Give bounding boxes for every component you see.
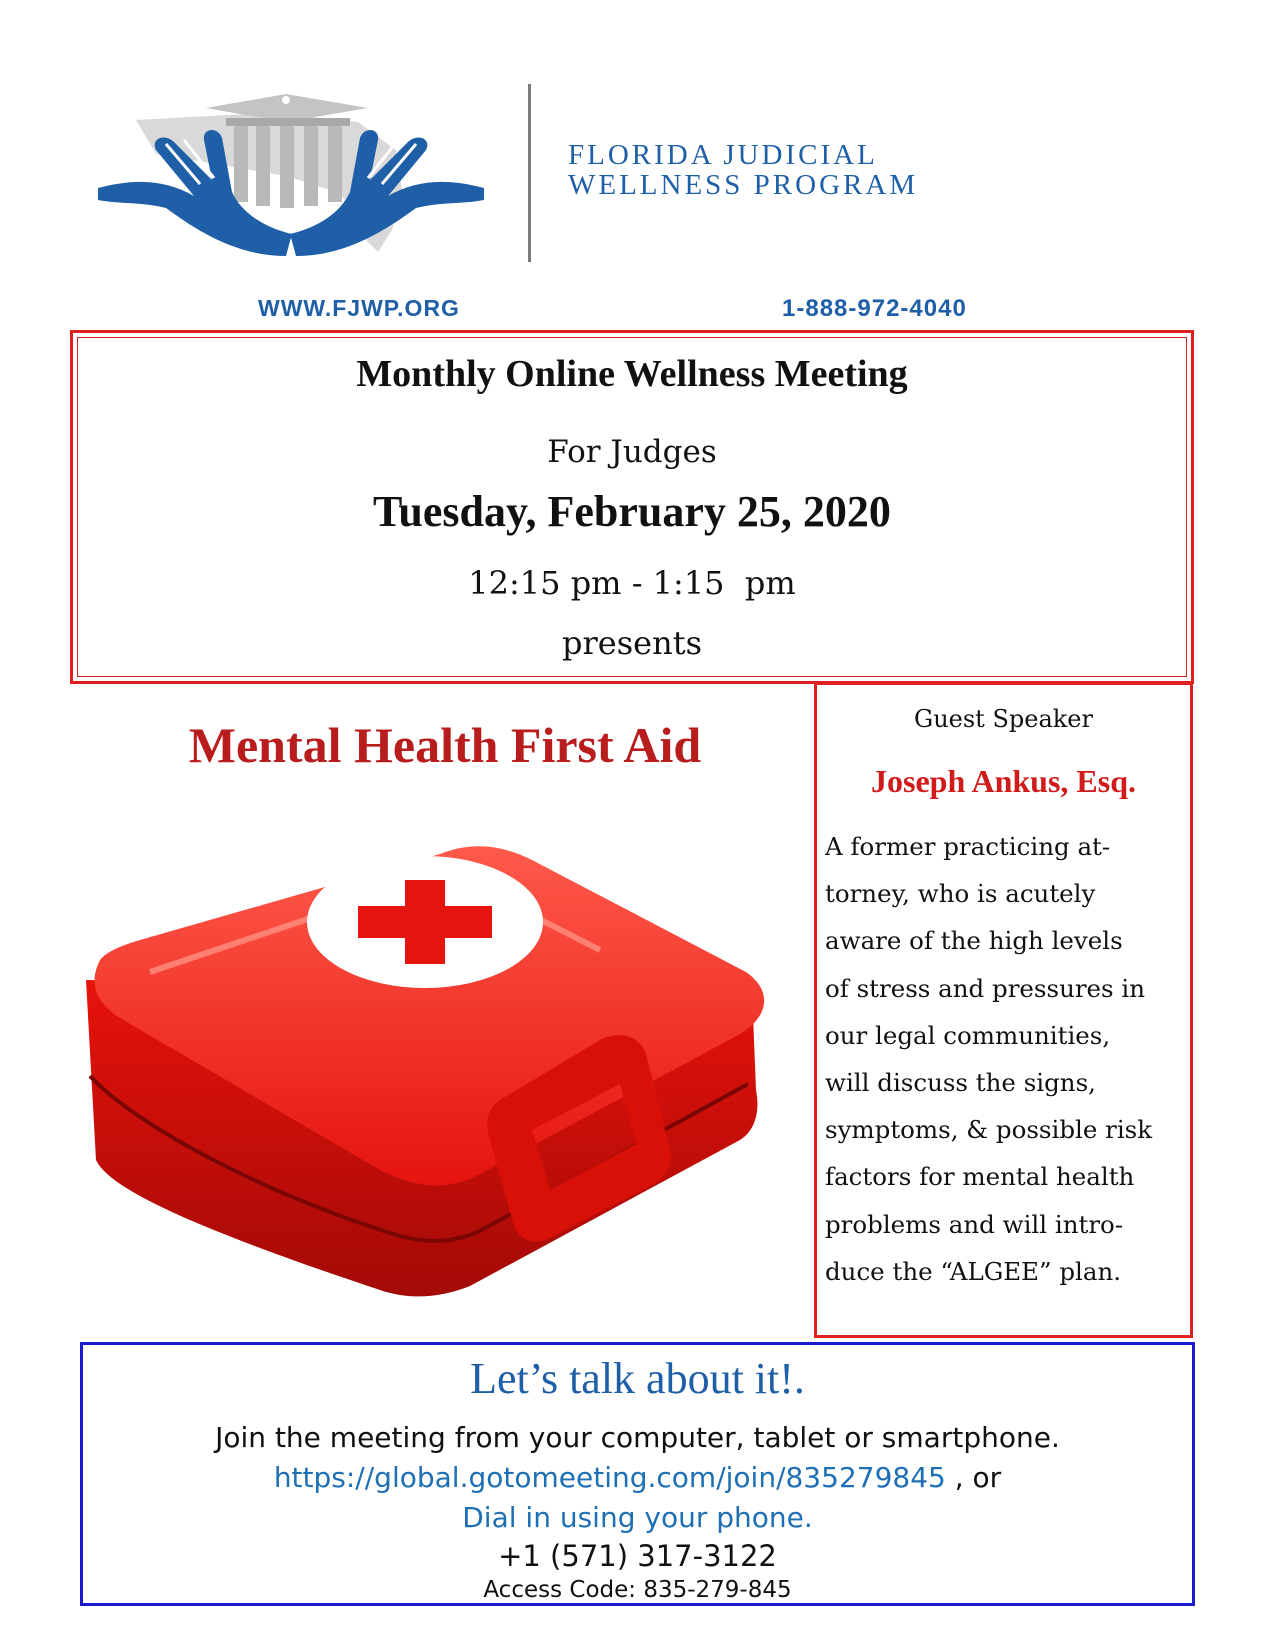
fjwp-logo <box>96 80 486 270</box>
header-divider <box>528 84 531 262</box>
event-date: Tuesday, February 25, 2020 <box>373 487 891 536</box>
speaker-bio-line: our legal communities, <box>825 1020 1111 1050</box>
event-details-box <box>70 330 1194 684</box>
dial-in-text[interactable]: Dial in using your phone. <box>462 1501 813 1534</box>
meeting-link-line <box>83 1461 1192 1494</box>
speaker-bio-line: torney, who is acutely <box>825 879 1096 909</box>
speaker-bio-line: will discuss the signs, <box>825 1068 1096 1098</box>
access-code: Access Code: 835-279-845 <box>483 1577 792 1603</box>
speaker-name: Joseph Ankus, Esq. <box>870 763 1137 799</box>
event-details-inner <box>77 337 1187 677</box>
speaker-bio-line: problems and will intro- <box>825 1209 1124 1239</box>
footer-heading: Let’s talk about it!. <box>470 1354 805 1403</box>
meeting-link-suffix: , or <box>945 1461 1002 1494</box>
org-name-line2: WELLNESS PROGRAM <box>568 169 919 201</box>
topic-title: Mental Health First Aid <box>188 717 702 773</box>
speaker-bio-line: duce the “ALGEE” plan. <box>825 1256 1122 1286</box>
dial-in-phone: +1 (571) 317-3122 <box>498 1539 777 1573</box>
speaker-bio-line: symptoms, & possible risk <box>825 1115 1153 1145</box>
org-name-line1: FLORIDA JUDICIAL <box>568 139 878 171</box>
speaker-bio-line: A former practicing at- <box>825 832 1111 861</box>
event-audience: For Judges <box>547 434 717 470</box>
speaker-label: Guest Speaker <box>914 705 1093 733</box>
website-link[interactable]: WWW.FJWP.ORG <box>258 295 460 321</box>
meeting-info-box <box>80 1342 1195 1606</box>
speaker-box <box>814 682 1193 1338</box>
join-text: Join the meeting from your computer, tablet or smartphone. <box>215 1421 1060 1454</box>
event-title: Monthly Online Wellness Meeting <box>356 353 908 395</box>
event-time: 12:15 pm - 1:15 pm <box>468 564 796 602</box>
first-aid-kit-image <box>80 840 800 1340</box>
event-presents: presents <box>562 624 702 662</box>
meeting-link[interactable]: https://global.gotomeeting.com/join/835279845 <box>273 1461 946 1494</box>
speaker-bio <box>825 823 1187 1295</box>
speaker-bio-line: aware of the high levels <box>825 926 1123 956</box>
org-name <box>568 140 1048 200</box>
speaker-bio-line: of stress and pressures in <box>825 973 1146 1003</box>
header-phone: 1-888-972-4040 <box>782 295 967 322</box>
speaker-bio-line: factors for mental health <box>825 1162 1135 1192</box>
